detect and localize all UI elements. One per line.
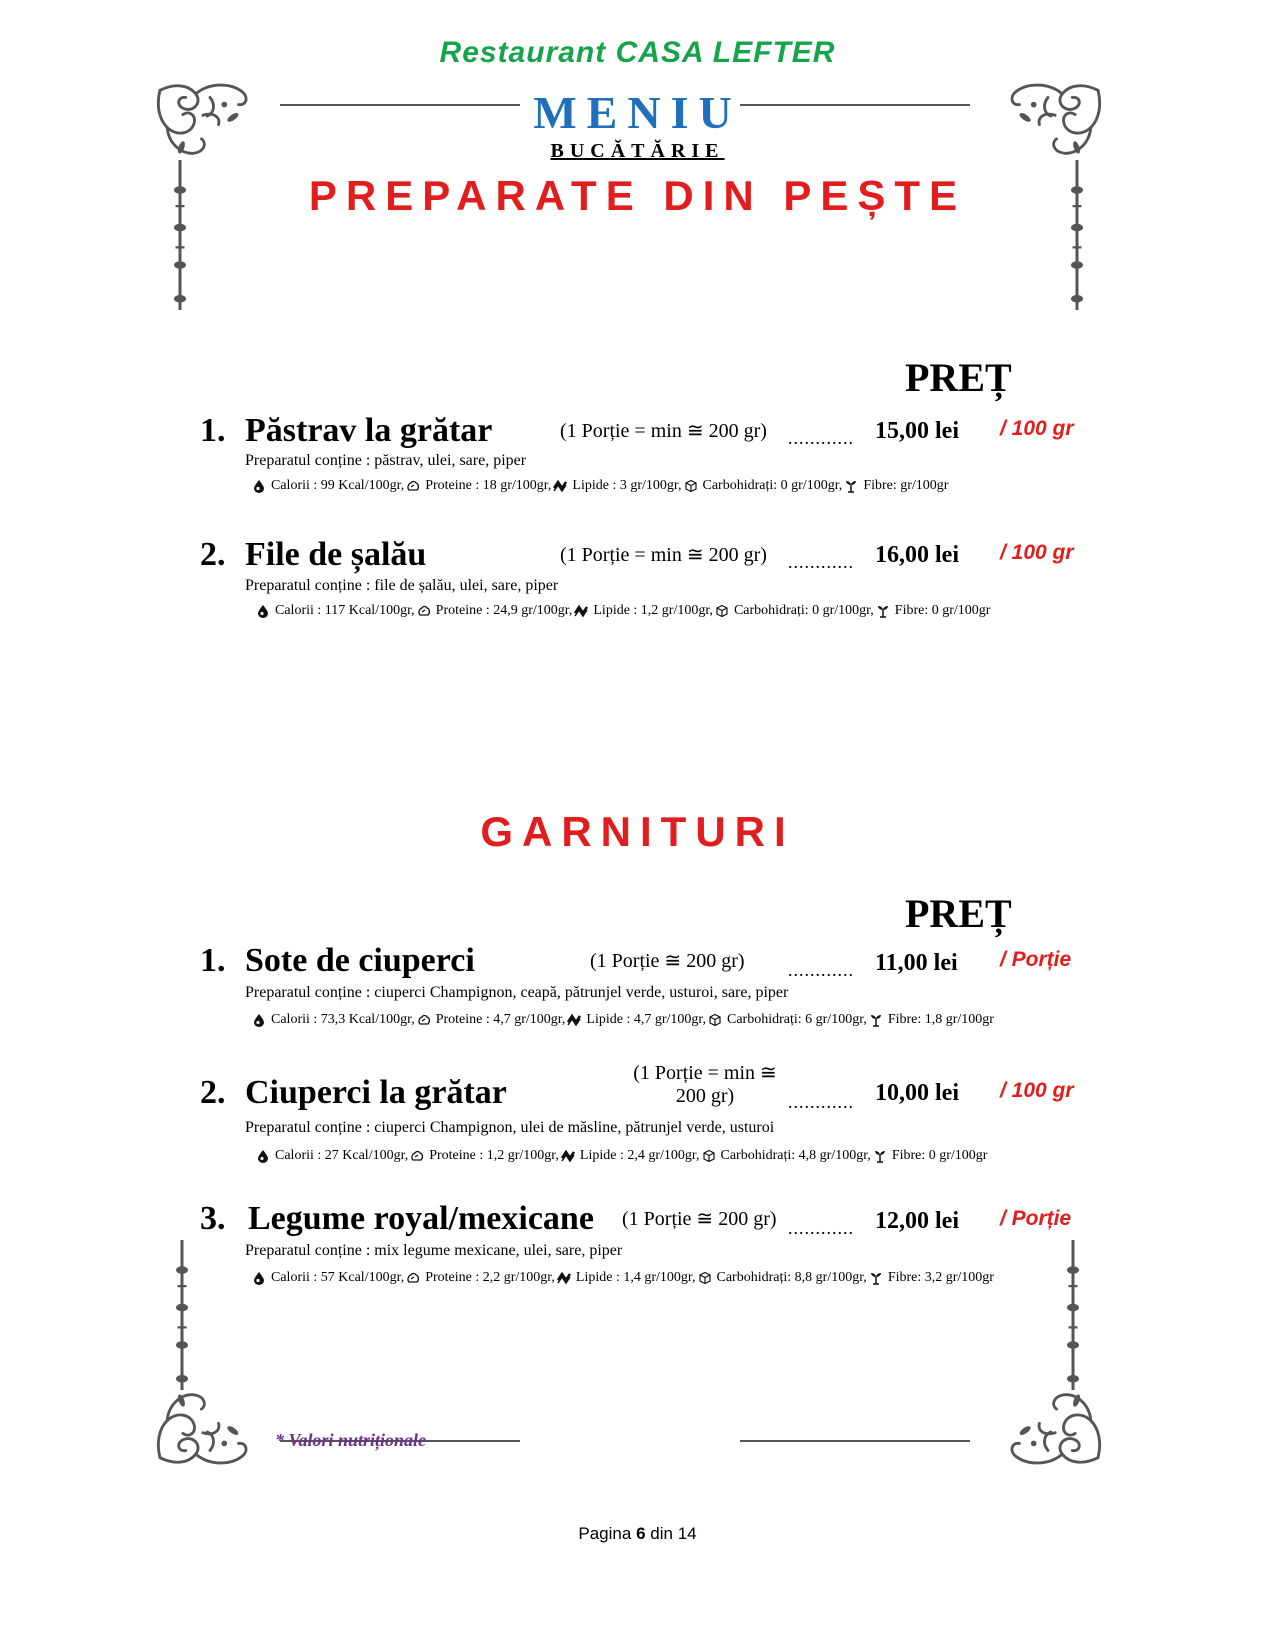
carbs-icon	[702, 1149, 716, 1163]
nutrition-protein: Proteine : 4,7 gr/100gr,	[435, 1012, 566, 1027]
nutrition-lipids: Lipide : 2,4 gr/100gr,	[579, 1148, 700, 1163]
section-title-sides: GARNITURI	[480, 808, 795, 855]
item-dots: ............	[788, 1092, 854, 1112]
nutrition-carbs: Carbohidrați: 4,8 gr/100gr,	[720, 1148, 871, 1163]
item-ingredients: Preparatul conține : păstrav, ulei, sare, piper	[245, 452, 527, 469]
item-portion: (1 Porție ≅ 200 gr)	[622, 1208, 777, 1230]
page-total: 14	[677, 1524, 697, 1543]
nutrition-fiber: Fibre: 1,8 gr/100gr	[887, 1012, 994, 1027]
item-number: 3.	[200, 1200, 226, 1237]
item-name: File de șalău	[245, 536, 427, 573]
item-ingredients: Preparatul conține : ciuperci Champignon, ulei de măsline, pătrunjel verde, usturoi	[245, 1119, 775, 1136]
nutrition-fiber: Fibre: gr/100gr	[863, 478, 949, 493]
item-nutrition	[252, 1270, 994, 1286]
item-dots: ............	[788, 960, 854, 980]
page-current: 6	[636, 1524, 646, 1543]
nutrition-lipids: Lipide : 3 gr/100gr,	[572, 478, 682, 493]
item-unit: / Porție	[1000, 948, 1072, 971]
carbs-icon	[715, 604, 729, 618]
nutrition-calories: Calorii : 27 Kcal/100gr,	[275, 1148, 409, 1163]
fiber-icon	[873, 1149, 887, 1163]
protein-icon	[417, 1013, 431, 1027]
nutrition-calories: Calorii : 99 Kcal/100gr,	[271, 478, 405, 493]
item-name: Ciuperci la grătar	[245, 1074, 507, 1111]
item-ingredients: Preparatul conține : ciuperci Champignon, ceapă, pătrunjel verde, usturoi, sare, piper	[245, 984, 789, 1001]
carbs-icon	[684, 479, 698, 493]
page-middle: din	[650, 1524, 673, 1543]
lipids-icon	[561, 1149, 575, 1163]
item-unit: / 100 gr	[1000, 1079, 1074, 1102]
item-portion-line2: 200 gr)	[675, 1085, 735, 1107]
fiber-icon	[869, 1013, 883, 1027]
carbs-icon	[708, 1013, 722, 1027]
nutrition-fiber: Fibre: 0 gr/100gr	[894, 603, 991, 618]
item-price: 10,00 lei	[875, 1080, 959, 1106]
nutrition-fiber: Fibre: 0 gr/100gr	[891, 1148, 988, 1163]
nutrition-calories: Calorii : 117 Kcal/100gr,	[275, 603, 415, 618]
item-ingredients: Preparatul conține : mix legume mexicane, ulei, sare, piper	[245, 1242, 623, 1259]
menu-subtitle: BUCĂTĂRIE	[550, 140, 725, 162]
nutrition-carbs: Carbohidrați: 8,8 gr/100gr,	[716, 1270, 867, 1285]
carbs-icon	[698, 1271, 712, 1285]
restaurant-name: Restaurant CASA LEFTER	[439, 36, 836, 69]
lipids-icon	[574, 604, 588, 618]
item-price: 11,00 lei	[875, 950, 958, 976]
item-name: Păstrav la grătar	[245, 412, 493, 449]
lipids-icon	[553, 479, 567, 493]
nutrition-protein: Proteine : 18 gr/100gr,	[425, 478, 552, 493]
item-portion-line1: (1 Porție = min ≅	[633, 1062, 777, 1084]
section-title-fish: PREPARATE DIN PEȘTE	[308, 172, 967, 219]
nutrition-carbs: Carbohidrați: 0 gr/100gr,	[733, 603, 874, 618]
item-dots: ............	[788, 1218, 854, 1238]
protein-icon	[406, 1271, 420, 1285]
item-ingredients: Preparatul conține : file de șalău, ulei, sare, piper	[245, 577, 559, 594]
nutrition-protein: Proteine : 24,9 gr/100gr,	[435, 603, 573, 618]
item-number: 2.	[200, 1074, 226, 1111]
nutrition-carbs: Carbohidrați: 0 gr/100gr,	[702, 478, 843, 493]
item-dots: ............	[788, 428, 854, 448]
item-name: Legume royal/mexicane	[248, 1200, 594, 1237]
lipids-icon	[557, 1271, 571, 1285]
fiber-icon	[876, 604, 890, 618]
item-number: 1.	[200, 942, 226, 979]
item-price: 15,00 lei	[875, 418, 959, 444]
nutrition-calories: Calorii : 57 Kcal/100gr,	[271, 1270, 405, 1285]
nutrition-lipids: Lipide : 1,4 gr/100gr,	[575, 1270, 696, 1285]
item-portion	[620, 1060, 790, 1108]
item-nutrition	[252, 478, 948, 494]
item-unit: / 100 gr	[1000, 541, 1074, 564]
ornament-bottom-left	[130, 1372, 290, 1472]
item-portion: (1 Porție = min ≅ 200 gr)	[560, 420, 767, 442]
ornament-line-bottom-right	[740, 1440, 970, 1442]
item-portion: (1 Porție ≅ 200 gr)	[590, 950, 745, 972]
nutrition-lipids: Lipide : 4,7 gr/100gr,	[586, 1012, 706, 1027]
ornament-bottom-right	[968, 1372, 1128, 1472]
fiber-icon	[869, 1271, 883, 1285]
page-number	[0, 1524, 1275, 1544]
item-number: 1.	[200, 412, 226, 449]
menu-title: MENIU	[533, 87, 742, 138]
ornament-post-bottom-right	[1063, 1240, 1083, 1390]
price-header: PREȚ	[905, 891, 1012, 936]
price-header: PREȚ	[905, 355, 1012, 400]
calories-icon	[252, 1013, 266, 1027]
nutrition-protein: Proteine : 1,2 gr/100gr,	[429, 1148, 559, 1163]
item-nutrition	[256, 603, 990, 619]
ornament-post-bottom-left	[172, 1240, 192, 1390]
item-unit: / Porție	[1000, 1207, 1072, 1230]
nutrition-lipids: Lipide : 1,2 gr/100gr,	[593, 603, 713, 618]
calories-icon	[252, 479, 266, 493]
item-name: Sote de ciuperci	[245, 942, 475, 979]
item-number: 2.	[200, 536, 226, 573]
item-dots: ............	[788, 552, 854, 572]
calories-icon	[256, 604, 270, 618]
calories-icon	[256, 1149, 270, 1163]
item-nutrition	[256, 1148, 987, 1164]
calories-icon	[252, 1271, 266, 1285]
protein-icon	[417, 604, 431, 618]
item-price: 12,00 lei	[875, 1208, 959, 1234]
item-unit: / 100 gr	[1000, 417, 1074, 440]
nutrition-protein: Proteine : 2,2 gr/100gr,	[425, 1270, 555, 1285]
page-prefix: Pagina	[578, 1524, 632, 1543]
protein-icon	[410, 1149, 424, 1163]
nutrition-carbs: Carbohidrați: 6 gr/100gr,	[727, 1012, 867, 1027]
nutrition-footnote: * Valori nutriționale	[275, 1430, 427, 1450]
nutrition-fiber: Fibre: 3,2 gr/100gr	[887, 1270, 994, 1285]
protein-icon	[406, 479, 420, 493]
item-nutrition	[252, 1012, 994, 1028]
item-portion: (1 Porție = min ≅ 200 gr)	[560, 544, 767, 566]
lipids-icon	[567, 1013, 581, 1027]
item-price: 16,00 lei	[875, 542, 959, 568]
fiber-icon	[844, 479, 858, 493]
nutrition-calories: Calorii : 73,3 Kcal/100gr,	[271, 1012, 415, 1027]
